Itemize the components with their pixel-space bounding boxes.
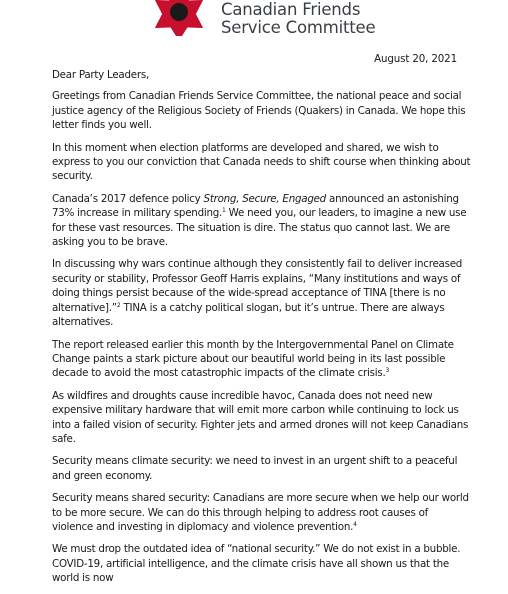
org-name-line2: Service Committee bbox=[221, 18, 376, 37]
letter-date: August 20, 2021 bbox=[374, 53, 457, 65]
org-name-line1: Canadian Friends bbox=[221, 0, 361, 19]
paragraph-wars bbox=[52, 257, 472, 329]
paragraph-national-security: We must drop the outdated idea of “national security.” We do not exist in a bubble. COVID-19, artificial intelligence, and the climate crisis have all shown us that the world is now bbox=[52, 543, 461, 585]
paragraph-wildfires: As wildfires and droughts cause incredible havoc, Canada does not need new expensive military hardware that will emit more carbon while continuing to lock us into a failed vision of security. Fighter jets and armed drones will not keep Canadians safe. bbox=[52, 389, 469, 445]
text: announced an astonishing 73% increase in military spending. bbox=[52, 192, 459, 220]
text: In discussing why wars continue although they consistently fail to deliver increased security or stability, Professor Geoff Harris explains, “Many institutions and ways of doing things persist because of the wide-spread acceptance of TINA [there is no alternative].” bbox=[52, 258, 463, 314]
cfsc-star-logo bbox=[150, 0, 208, 36]
text: We need you, our leaders, to imagine a new use for these vast resources. The situation is dire. The status quo cannot last. We are asking you to be brave. bbox=[52, 207, 467, 249]
letter-body bbox=[52, 68, 472, 594]
text: Canada’s 2017 defence policy bbox=[52, 192, 204, 205]
footnote-ref-4: 4 bbox=[353, 520, 357, 528]
paragraph-climate-security: Security means climate security: we need to invest in an urgent shift to a peaceful and green economy. bbox=[52, 455, 458, 482]
text: Security means shared security: Canadians are more secure when we help our world to be more secure. We can do this through helping to address root causes of violence and investing in diplomacy and violence prevention. bbox=[52, 492, 469, 533]
policy-title: Strong, Secure, Engaged bbox=[203, 192, 326, 205]
letterhead bbox=[0, 0, 508, 44]
paragraph-ipcc-report bbox=[52, 338, 472, 381]
text: The report released earlier this month by the Intergovernmental Panel on Climate Change paints a stark picture about our beautiful world being in its last possible decade to avoid the most catastrophic impacts of the climate crisis. bbox=[52, 338, 454, 380]
text: TINA is a catchy political slogan, but it’s untrue. There are always alternatives. bbox=[52, 301, 445, 329]
footnote-ref-3: 3 bbox=[385, 367, 390, 375]
footnote-ref-1: 1 bbox=[222, 207, 226, 215]
paragraph-conviction: In this moment when election platforms are developed and shared, we wish to express to you our conviction that Canada needs to shift course when thinking about security. bbox=[52, 141, 471, 183]
footnote-ref-2: 2 bbox=[116, 301, 121, 309]
organization-name bbox=[221, 1, 375, 37]
paragraph-shared-security bbox=[52, 491, 472, 534]
salutation: Dear Party Leaders, bbox=[52, 69, 149, 81]
paragraph-greeting: Greetings from Canadian Friends Service Committee, the national peace and social justice agency of the Religious Society of Friends (Quakers) in Canada. We hope this letter finds you well. bbox=[52, 90, 466, 132]
paragraph-defence-policy bbox=[52, 192, 472, 250]
